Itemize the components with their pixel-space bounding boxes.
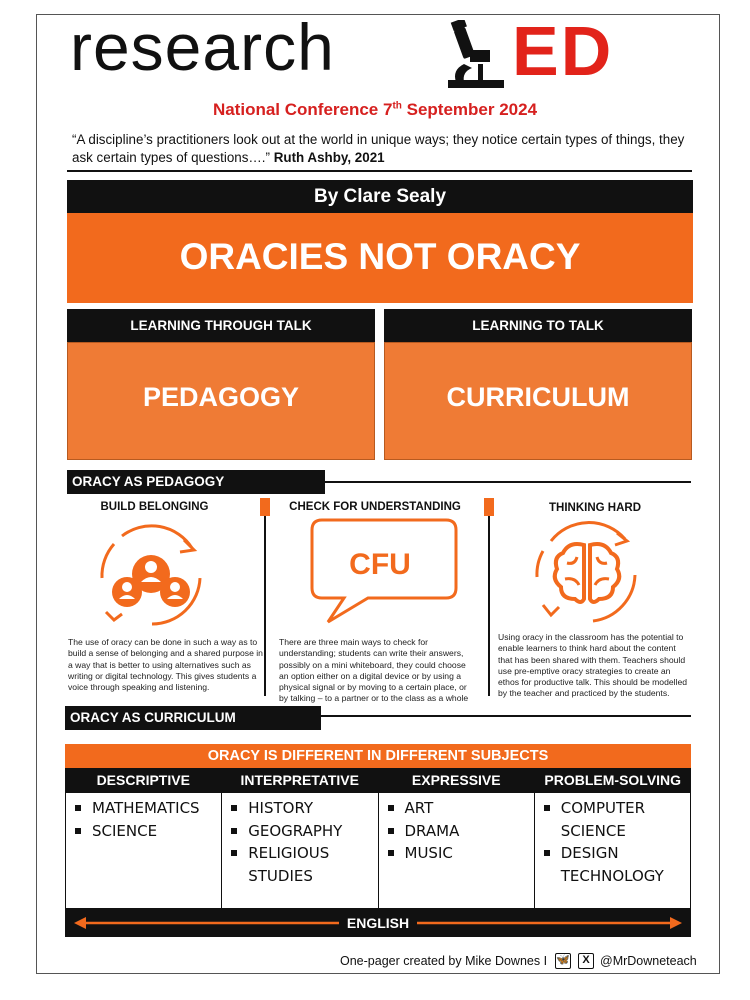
curriculum-box <box>384 309 692 460</box>
column-text: The use of oracy can be done in such a way as to build a sense of belonging and a shared purpose in a way that is better to using alternatives such as writing or digital technology. This gives students a voice through speaking and listening. <box>68 637 263 693</box>
x-icon: X <box>578 953 594 969</box>
credit-text: One-pager created by Mike Downes I <box>340 954 548 968</box>
subjects-banner: ORACY IS DIFFERENT IN DIFFERENT SUBJECTS <box>65 744 691 768</box>
subject-item: DRAMA <box>385 820 528 843</box>
box-heading: LEARNING THROUGH TALK <box>67 309 375 342</box>
conference-title: National Conference 7th September 2024 <box>212 100 538 119</box>
section-title-curriculum: ORACY AS CURRICULUM <box>65 706 321 730</box>
subject-item: GEOGRAPHY <box>228 820 371 843</box>
divider <box>67 170 692 172</box>
pedagogy-box <box>67 309 375 460</box>
column-divider <box>264 516 266 696</box>
bluesky-icon: 🦋 <box>555 953 571 969</box>
category-header: PROBLEM-SOLVING <box>544 772 682 788</box>
quote-author: Ruth Ashby, 2021 <box>273 150 385 165</box>
box-body: PEDAGOGY <box>67 342 375 460</box>
logo-research-text: research <box>70 10 335 84</box>
category-cell <box>222 793 378 908</box>
column-marker <box>260 498 270 516</box>
category-cell <box>379 793 535 908</box>
speech-bubble-icon <box>308 516 460 628</box>
column-marker <box>484 498 494 516</box>
social-handle: @MrDowneteach <box>600 954 697 968</box>
main-title: ORACIES NOT ORACY <box>67 213 693 303</box>
column-title: THINKING HARD <box>549 502 641 514</box>
subject-item: HISTORY <box>228 797 371 820</box>
box-heading: LEARNING TO TALK <box>384 309 692 342</box>
author-bar: By Clare Sealy <box>67 180 693 213</box>
section-title-pedagogy: ORACY AS PEDAGOGY <box>67 470 325 494</box>
category-header-row <box>65 768 691 792</box>
category-cell <box>535 793 690 908</box>
subject-item: RELIGIOUS STUDIES <box>228 842 371 887</box>
subject-item: DESIGN TECHNOLOGY <box>541 842 684 887</box>
subject-item: MUSIC <box>385 842 528 865</box>
category-header: EXPRESSIVE <box>411 772 501 788</box>
category-cell <box>66 793 222 908</box>
column-title: BUILD BELONGING <box>100 501 209 513</box>
cfu-label: CFU <box>349 548 411 581</box>
microscope-icon <box>434 20 508 90</box>
column-title: CHECK FOR UNDERSTANDING <box>289 501 461 513</box>
subject-item: COMPUTER SCIENCE <box>541 797 684 842</box>
brain-cycle-icon <box>529 515 645 631</box>
category-header: INTERPRETATIVE <box>240 772 359 788</box>
section-line <box>325 481 691 483</box>
subjects-table <box>65 792 691 909</box>
group-cycle-icon <box>92 516 210 634</box>
section-line <box>321 715 691 717</box>
quote <box>72 131 702 167</box>
subject-item: ART <box>385 797 528 820</box>
column-divider <box>488 516 490 696</box>
category-header: DESCRIPTIVE <box>96 772 190 788</box>
english-label: ENGLISH <box>65 909 691 937</box>
logo-ed-text: ED <box>512 12 614 90</box>
subject-item: SCIENCE <box>72 820 215 843</box>
column-text: There are three main ways to check for understanding; students can write their answers, possibly on a mini whiteboard, they could choose an option either on a digital device or by using a physical signal or by moving to a certain place, or by talking – to a partner or to the class as a whole <box>279 637 469 704</box>
box-body: CURRICULUM <box>384 342 692 460</box>
quote-text: “A discipline’s practitioners look out at the world in unique ways; they notice certain types of things, they ask certain types of questions….” <box>72 132 685 165</box>
column-text: Using oracy in the classroom has the potential to enable learners to think hard about the content that has been shared with them. Teachers should use pre-emptive oracy strategies to create an ethos for productive talk. This should be modelled by the teacher and practiced by the students. <box>498 632 688 699</box>
subject-item: MATHEMATICS <box>72 797 215 820</box>
